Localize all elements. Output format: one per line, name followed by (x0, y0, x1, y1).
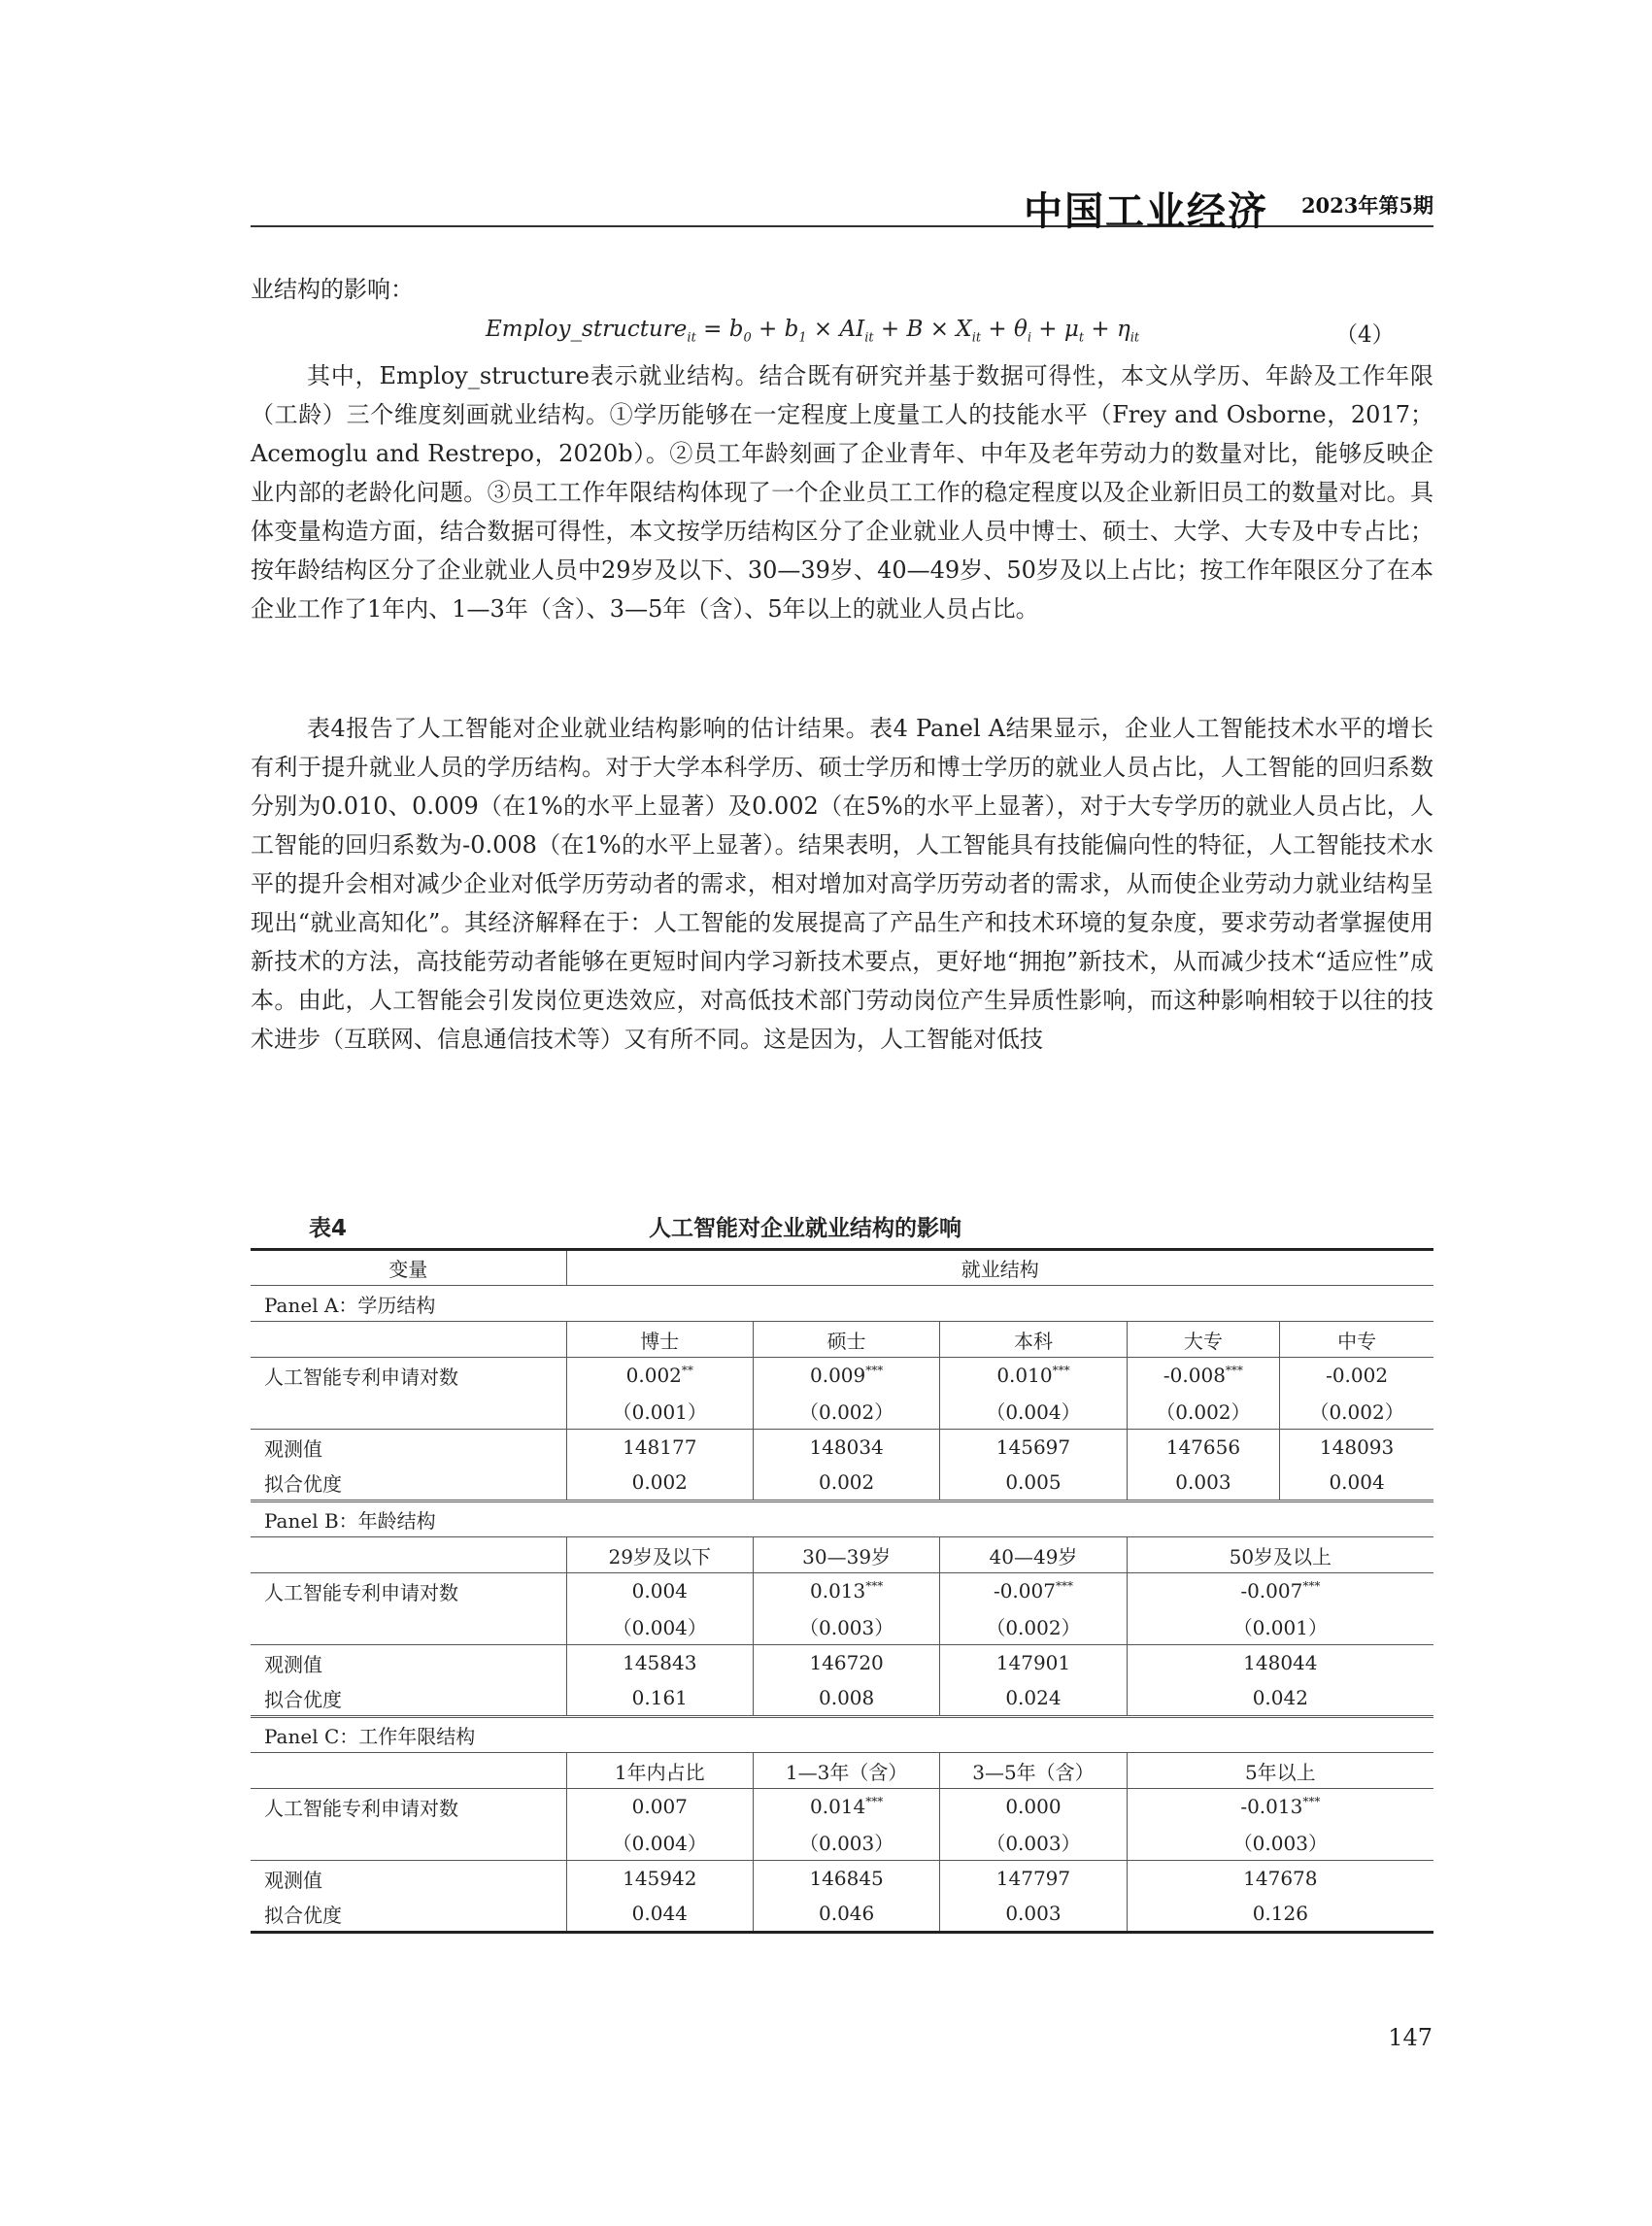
se-value: （0.004） (612, 1616, 707, 1640)
panel-title: Panel B：年龄结构 (251, 1501, 1433, 1537)
r2-cell (753, 1897, 939, 1933)
row-label: 观测值 (251, 1861, 566, 1897)
paragraph-results: 表4报告了人工智能对企业就业结构影响的估计结果。表4 Panel A结果显示，企业人工智能技术水平的增长有利于提升就业人员的学历结构。对于大学本科学历、硕士学历和博士学历的就业人员占比，人工智能的回归系数分别为0.010、0.009（在1%的水平上显著）及0.002（在5%的水平上显著），对于大专学历的就业人员占比，人工智能的回归系数为-0.008（在1%的水平上显著）。结果表明，人工智能具有技能偏向性的特征，人工智能技术水平的提升会相对减少企业对低学历劳动者的需求，相对增加对高学历劳动者的需求，从而使企业劳动力就业结构呈现出“就业高知化”。其经济解释在于：人工智能的发展提高了产品生产和技术环境的复杂度，要求劳动者掌握使用新技术的方法，高技能劳动者能够在更短时间内学习新技术要点，更好地“拥抱”新技术，从而减少技术“适应性”成本。由此，人工智能会引发岗位更迭效应，对高低技术部门劳动岗位产生异质性影响，而这种影响相较于以往的技术进步（互联网、信息通信技术等）又有所不同。这是因为，人工智能对低技 (251, 715, 1433, 1053)
r2-cell (753, 1466, 939, 1501)
r2-value: 0.046 (818, 1902, 875, 1926)
table-row (251, 1501, 1433, 1537)
head-cell (940, 1537, 1127, 1573)
head-cell (566, 1537, 753, 1573)
table-row (251, 1466, 1433, 1501)
row-label-empty (251, 1394, 566, 1430)
significance-stars: ** (681, 1364, 693, 1378)
se-value: （0.003） (798, 1616, 894, 1640)
head-value: 大专 (1183, 1329, 1223, 1353)
se-value: （0.004） (612, 1832, 707, 1856)
paragraph-variables: 其中，Employ_structure表示就业结构。结合既有研究并基于数据可得性，本文从学历、年龄及工作年限（工龄）三个维度刻画就业结构。①学历能够在一定程度上度量工人的技能水平（Frey and Osborne，2017；Acemoglu and Restrepo，2020b）。②员工年龄刻画了企业青年、中年及老年劳动力的数量对比，能够反映企业内部的老龄化问题。③员工工作年限结构体现了一个企业员工工作的稳定程度以及企业新旧员工的数量对比。具体变量构造方面，结合数据可得性，本文按学历结构区分了企业就业人员中博士、硕士、大学、大专及中专占比；按年龄结构区分了企业就业人员中29岁及以下、30—39岁、40—49岁、50岁及以上占比；按工作年限区分了在本企业工作了1年内、1—3年（含）、3—5年（含）、5年以上的就业人员占比。 (251, 362, 1433, 623)
table-row (251, 1358, 1433, 1394)
head-cell (940, 1322, 1127, 1358)
coef-cell (1280, 1358, 1433, 1394)
r2-cell (566, 1897, 753, 1933)
head-cell (940, 1753, 1127, 1789)
obs-cell (753, 1861, 939, 1897)
r2-cell (940, 1681, 1127, 1717)
issue-number: 2023年第5期 (1300, 193, 1433, 218)
coef-cell (566, 1789, 753, 1825)
obs-cell (940, 1861, 1127, 1897)
se-cell (1127, 1609, 1433, 1645)
table-row (251, 1753, 1433, 1789)
obs-value: 148093 (1319, 1435, 1395, 1460)
r2-value: 0.003 (1175, 1470, 1231, 1495)
table-row (251, 1573, 1433, 1609)
table-label: 表4 (309, 1216, 348, 1241)
journal-title: 中国工业经济 (1024, 189, 1268, 234)
table-row (251, 1645, 1433, 1681)
coef-cell (940, 1573, 1127, 1609)
head-cell (753, 1537, 939, 1573)
obs-value: 145697 (995, 1435, 1071, 1460)
head-value: 40—49岁 (989, 1544, 1078, 1568)
head-cell (1127, 1537, 1433, 1573)
significance-stars: *** (865, 1364, 884, 1378)
significance-stars: *** (1225, 1364, 1243, 1378)
obs-cell (940, 1645, 1127, 1681)
coef-value: -0.008 (1163, 1364, 1226, 1388)
head-value: 1—3年（含） (785, 1760, 908, 1784)
coef-value: 0.004 (631, 1579, 688, 1603)
coef-value: 0.013 (809, 1579, 866, 1603)
table-row (251, 1322, 1433, 1358)
se-cell (1127, 1394, 1280, 1430)
coef-cell (566, 1573, 753, 1609)
row-label: 人工智能专利申请对数 (251, 1789, 566, 1825)
se-value: （0.001） (1232, 1616, 1328, 1640)
coef-cell (940, 1358, 1127, 1394)
r2-cell (1280, 1466, 1433, 1501)
obs-value: 147797 (995, 1867, 1071, 1891)
coef-value: 0.002 (625, 1364, 682, 1388)
row-label-empty (251, 1609, 566, 1645)
col-header-variable: 变量 (251, 1250, 566, 1286)
r2-value: 0.003 (1005, 1902, 1062, 1926)
r2-value: 0.024 (1005, 1686, 1062, 1710)
significance-stars: *** (865, 1795, 884, 1809)
se-cell (753, 1825, 939, 1861)
table-row (251, 1717, 1433, 1753)
coef-cell (1127, 1573, 1433, 1609)
head-value: 硕士 (826, 1329, 866, 1353)
coef-value: 0.000 (1005, 1795, 1062, 1819)
obs-cell (566, 1645, 753, 1681)
significance-stars: *** (1302, 1579, 1321, 1594)
row-label: 人工智能专利申请对数 (251, 1573, 566, 1609)
se-value: （0.003） (986, 1832, 1081, 1856)
head-value: 1年内占比 (614, 1760, 705, 1784)
row-label: 拟合优度 (251, 1681, 566, 1717)
results-table (251, 1248, 1433, 1934)
r2-cell (1127, 1897, 1433, 1933)
equation-4: Employ_structure$_{it}$ = $b_0 + b_1 \times AI_{it} + B \times X_{it} + \theta_i + \mu_t + \eta_{it}$ (486, 317, 1140, 346)
obs-value: 147678 (1243, 1867, 1318, 1891)
r2-cell (940, 1466, 1127, 1501)
head-cell (566, 1753, 753, 1789)
head-cell (753, 1322, 939, 1358)
table-row (251, 1861, 1433, 1897)
r2-value: 0.044 (631, 1902, 688, 1926)
table-row (251, 1681, 1433, 1717)
row-label: 拟合优度 (251, 1897, 566, 1933)
coef-cell (566, 1358, 753, 1394)
col-header-group: 就业结构 (566, 1250, 1433, 1286)
r2-value: 0.126 (1252, 1902, 1308, 1926)
se-value: （0.002） (986, 1616, 1081, 1640)
obs-cell (753, 1430, 939, 1466)
table-row (251, 1789, 1433, 1825)
coef-cell (753, 1789, 939, 1825)
se-value: （0.003） (1232, 1832, 1328, 1856)
row-label: 观测值 (251, 1430, 566, 1466)
coef-value: -0.007 (1240, 1579, 1303, 1603)
page-header (251, 181, 1433, 234)
obs-value: 146845 (809, 1867, 884, 1891)
obs-value: 147656 (1165, 1435, 1241, 1460)
obs-value: 148177 (623, 1435, 697, 1460)
r2-cell (566, 1681, 753, 1717)
se-cell (753, 1394, 939, 1430)
obs-value: 146720 (809, 1651, 884, 1675)
significance-stars: *** (1055, 1579, 1073, 1594)
se-value: （0.002） (798, 1400, 894, 1425)
se-cell (566, 1609, 753, 1645)
coef-cell (1127, 1358, 1280, 1394)
row-label: 人工智能专利申请对数 (251, 1358, 566, 1394)
obs-cell (1127, 1861, 1433, 1897)
head-value: 29岁及以下 (608, 1544, 711, 1568)
se-cell (940, 1609, 1127, 1645)
coef-value: 0.009 (809, 1364, 866, 1388)
intro-text: 业结构的影响： (251, 276, 414, 303)
coef-value: 0.007 (631, 1795, 688, 1819)
se-cell (940, 1825, 1127, 1861)
table-row (251, 1897, 1433, 1933)
coef-value: 0.010 (996, 1364, 1053, 1388)
se-value: （0.003） (798, 1832, 894, 1856)
page-number: 147 (1388, 2024, 1433, 2051)
head-value: 本科 (1013, 1329, 1053, 1353)
se-value: （0.002） (1156, 1400, 1251, 1425)
se-cell (1280, 1394, 1433, 1430)
obs-cell (1280, 1430, 1433, 1466)
r2-value: 0.005 (1005, 1470, 1062, 1495)
table-row (251, 1609, 1433, 1645)
head-cell (753, 1753, 939, 1789)
coef-value: -0.007 (993, 1579, 1056, 1603)
r2-cell (1127, 1466, 1280, 1501)
coef-value: -0.013 (1240, 1795, 1303, 1819)
r2-cell (753, 1681, 939, 1717)
significance-stars: *** (865, 1579, 884, 1594)
obs-cell (940, 1430, 1127, 1466)
head-value: 5年以上 (1244, 1760, 1316, 1784)
se-cell (566, 1825, 753, 1861)
obs-cell (566, 1430, 753, 1466)
r2-value: 0.002 (631, 1470, 688, 1495)
r2-cell (940, 1897, 1127, 1933)
head-cell (1127, 1753, 1433, 1789)
head-cell (566, 1322, 753, 1358)
row-label: 观测值 (251, 1645, 566, 1681)
table-row (251, 1430, 1433, 1466)
table-row (251, 1286, 1433, 1322)
row-label-empty (251, 1825, 566, 1861)
row-label: 拟合优度 (251, 1466, 566, 1501)
equation-number: （4） (1335, 322, 1395, 348)
panel-title: Panel A：学历结构 (251, 1286, 1433, 1322)
head-value: 博士 (640, 1329, 680, 1353)
se-cell (753, 1609, 939, 1645)
head-value: 50岁及以上 (1229, 1544, 1332, 1568)
r2-value: 0.042 (1252, 1686, 1308, 1710)
obs-cell (1127, 1430, 1280, 1466)
obs-cell (566, 1861, 753, 1897)
table-row (251, 1825, 1433, 1861)
table-title: 人工智能对企业就业结构的影响 (649, 1216, 961, 1241)
row-label-empty (251, 1753, 566, 1789)
se-value: （0.002） (1309, 1400, 1404, 1425)
table-row (251, 1394, 1433, 1430)
head-cell (1127, 1322, 1280, 1358)
coef-cell (753, 1573, 939, 1609)
table-row (251, 1250, 1433, 1286)
head-value: 30—39岁 (802, 1544, 892, 1568)
row-label-empty (251, 1322, 566, 1358)
head-cell (1280, 1322, 1433, 1358)
r2-cell (1127, 1681, 1433, 1717)
coef-cell (1127, 1789, 1433, 1825)
coef-cell (940, 1789, 1127, 1825)
table-row (251, 1537, 1433, 1573)
panel-title: Panel C：工作年限结构 (251, 1717, 1433, 1753)
obs-value: 145942 (623, 1867, 697, 1891)
significance-stars: *** (1302, 1795, 1321, 1809)
r2-value: 0.161 (631, 1686, 688, 1710)
obs-value: 148044 (1243, 1651, 1318, 1675)
significance-stars: *** (1052, 1364, 1070, 1378)
head-value: 中专 (1337, 1329, 1377, 1353)
se-value: （0.001） (612, 1400, 707, 1425)
r2-value: 0.004 (1329, 1470, 1385, 1495)
r2-cell (566, 1466, 753, 1501)
obs-value: 145843 (623, 1651, 697, 1675)
head-value: 3—5年（含） (972, 1760, 1095, 1784)
obs-cell (753, 1645, 939, 1681)
coef-value: -0.002 (1326, 1364, 1389, 1388)
se-cell (940, 1394, 1127, 1430)
coef-value: 0.014 (809, 1795, 866, 1819)
row-label-empty (251, 1537, 566, 1573)
se-cell (566, 1394, 753, 1430)
r2-value: 0.002 (818, 1470, 875, 1495)
obs-value: 148034 (809, 1435, 884, 1460)
obs-cell (1127, 1645, 1433, 1681)
se-cell (1127, 1825, 1433, 1861)
obs-value: 147901 (995, 1651, 1071, 1675)
coef-cell (753, 1358, 939, 1394)
r2-value: 0.008 (818, 1686, 875, 1710)
se-value: （0.004） (986, 1400, 1081, 1425)
